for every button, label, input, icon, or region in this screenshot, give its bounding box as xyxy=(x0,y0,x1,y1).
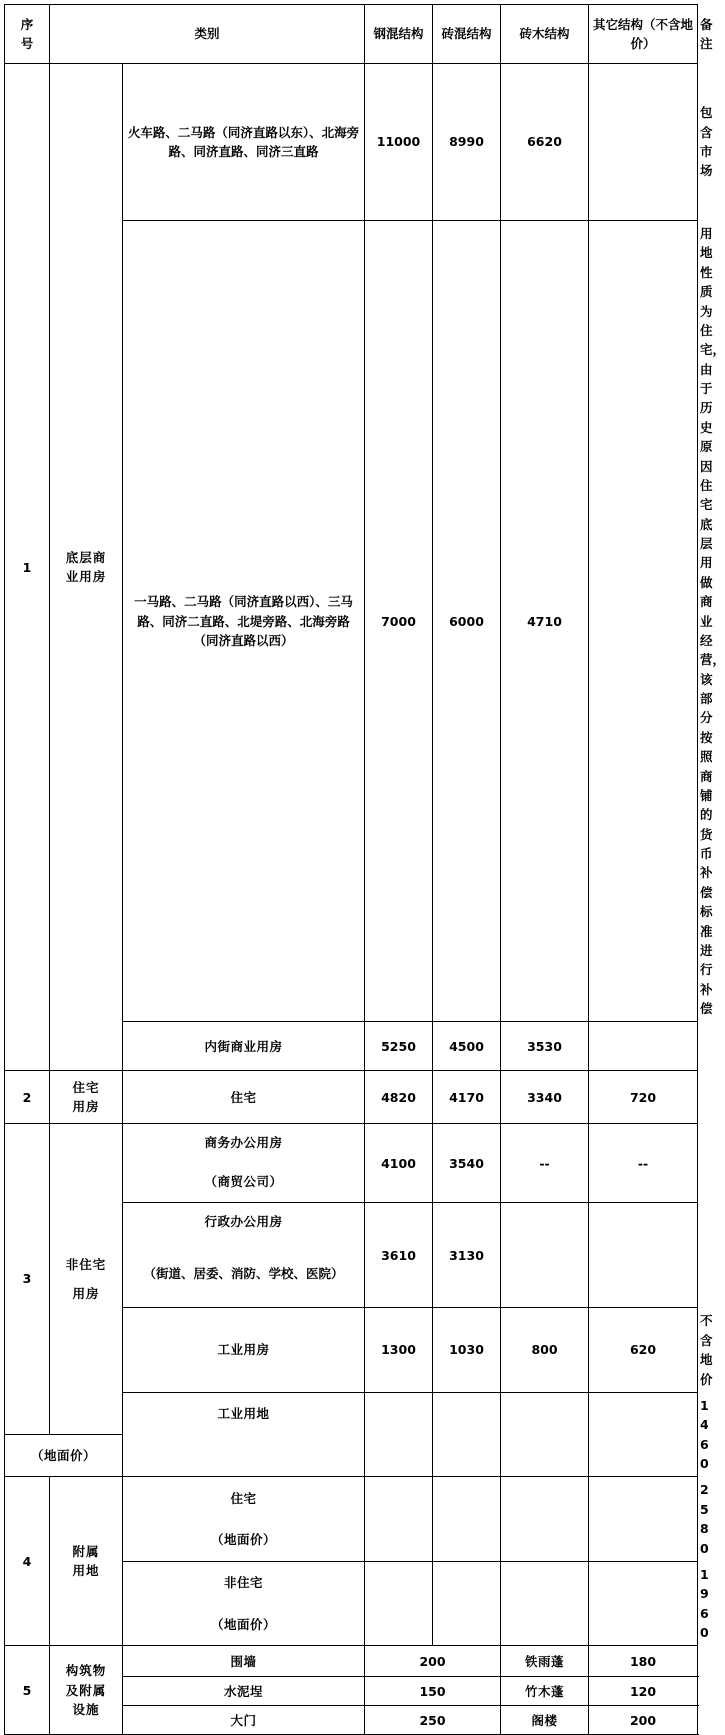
item-name-sub: （地面价） xyxy=(5,1434,123,1477)
item-name-a: 围墙 xyxy=(123,1646,365,1677)
header-other-structure: 其它结构（不含地价） xyxy=(589,5,698,64)
value-brick-wood: 3530 xyxy=(501,1022,589,1071)
category-5-line2: 及附属 xyxy=(65,1682,107,1698)
value-b: 200 xyxy=(589,1706,698,1735)
value-steel-concrete: 3610 xyxy=(365,1203,433,1308)
item-name-b: 竹木蓬 xyxy=(501,1677,589,1706)
value-brick-wood: 6620 xyxy=(501,64,589,221)
value-b: 180 xyxy=(589,1646,698,1677)
row-no-2: 2 xyxy=(5,1071,50,1124)
value-other: 620 xyxy=(589,1308,698,1393)
value-brick-wood xyxy=(501,1203,589,1308)
header-category: 类别 xyxy=(50,5,365,64)
value-a: 150 xyxy=(365,1677,501,1706)
header-brick-concrete: 砖混结构 xyxy=(433,5,501,64)
value-b: 120 xyxy=(589,1677,698,1706)
value-brick-wood xyxy=(501,1392,589,1477)
value-brick-concrete xyxy=(433,1392,501,1477)
item-name-b: 铁雨蓬 xyxy=(501,1646,589,1677)
value-steel-concrete: 7000 xyxy=(365,221,433,1022)
table-row: 一马路、二马路（同济直路以西）、三马路、同济二直路、北堤旁路、北海旁路（同济直路以西） 7000 6000 4710 用地性质为住宅，由于历史原因住宅底层用做商业经营，该部分按照商铺的货币补偿标准进行补偿 xyxy=(5,221,698,1022)
table-header-row: 序 号 类别 钢混结构 砖混结构 砖木结构 其它结构（不含地价） 备注 xyxy=(5,5,698,64)
table-row: 1 底层商 业用房 火车路、二马路（同济直路以东）、北海旁路、同济直路、同济三直路 11000 8990 6620 包含 市场 xyxy=(5,64,698,221)
value-other xyxy=(589,64,698,221)
item-name-b: 阁楼 xyxy=(501,1706,589,1735)
value-other xyxy=(589,221,698,1022)
category-3-line2: 用房 xyxy=(72,1286,100,1302)
header-steel-concrete: 钢混结构 xyxy=(365,5,433,64)
row-no-1: 1 xyxy=(5,64,50,1071)
value-steel-concrete: 1300 xyxy=(365,1308,433,1393)
value-brick-wood: -- xyxy=(501,1124,589,1203)
value-brick-wood: 3340 xyxy=(501,1071,589,1124)
table-row: 4 附属 用地 住宅 2580 xyxy=(5,1477,698,1519)
table-row: 工业用房 1300 1030 800 620 不含 地价 xyxy=(5,1308,698,1393)
item-name: 商务办公用房 xyxy=(123,1124,365,1161)
value-steel-concrete xyxy=(365,1477,433,1562)
table-row xyxy=(5,1071,698,1124)
value-other xyxy=(589,1561,698,1646)
item-name: 工业用地 xyxy=(123,1392,365,1434)
category-1-line1: 底层商 xyxy=(65,549,107,565)
value-other xyxy=(589,1392,698,1477)
item-name-sub: （地面价） xyxy=(123,1519,365,1561)
category-4-line2: 用地 xyxy=(72,1563,100,1579)
value-brick-concrete xyxy=(433,1561,501,1646)
header-index-line2: 号 xyxy=(20,36,34,51)
category-5 xyxy=(50,1646,123,1735)
category-5-line3: 设施 xyxy=(72,1702,100,1718)
header-index xyxy=(5,5,50,64)
category-2 xyxy=(50,1071,123,1124)
header-brick-wood: 砖木结构 xyxy=(501,5,589,64)
item-name: 非住宅 xyxy=(123,1561,365,1603)
value-brick-wood: 800 xyxy=(501,1308,589,1393)
value-brick-wood xyxy=(501,1561,589,1646)
category-3-line1: 非住宅 xyxy=(65,1256,107,1272)
item-name: 一马路、二马路（同济直路以西）、三马路、同济二直路、北堤旁路、北海旁路（同济直路以西） xyxy=(123,221,365,1022)
row-no-5: 5 xyxy=(5,1646,50,1735)
value-brick-concrete: 3130 xyxy=(433,1203,501,1308)
row-no-3: 3 xyxy=(5,1124,50,1434)
item-name: 行政办公用房 xyxy=(123,1203,365,1240)
category-4-line1: 附属 xyxy=(72,1544,100,1559)
value-steel-concrete: 11000 xyxy=(365,64,433,221)
item-name: 火车路、二马路（同济直路以东）、北海旁路、同济直路、同济三直路 xyxy=(123,64,365,221)
value-other: -- xyxy=(589,1124,698,1203)
value-brick-wood xyxy=(501,1477,589,1562)
item-name-a: 大门 xyxy=(123,1706,365,1735)
spacer xyxy=(52,1274,120,1284)
value-steel-concrete xyxy=(365,1561,433,1646)
value-steel-concrete: 5250 xyxy=(365,1022,433,1071)
value-steel-concrete: 4820 xyxy=(365,1071,433,1124)
item-name-sub: （街道、居委、消防、学校、医院） xyxy=(123,1239,365,1308)
value-brick-concrete: 4500 xyxy=(433,1022,501,1071)
table-row: 非住宅 1960 xyxy=(5,1561,698,1603)
table-row xyxy=(5,1646,698,1677)
value-brick-concrete: 8990 xyxy=(433,64,501,221)
value-brick-concrete: 1030 xyxy=(433,1308,501,1393)
category-2-line2: 用房 xyxy=(72,1099,100,1115)
value-other: 720 xyxy=(589,1071,698,1124)
value-steel-concrete: 4100 xyxy=(365,1124,433,1203)
category-5-line1: 构筑物 xyxy=(65,1663,107,1679)
category-3 xyxy=(50,1124,123,1434)
category-2-line1: 住宅 xyxy=(72,1080,100,1095)
value-brick-concrete: 4170 xyxy=(433,1071,501,1124)
value-other xyxy=(589,1203,698,1308)
row-no-4: 4 xyxy=(5,1477,50,1646)
value-brick-concrete: 3540 xyxy=(433,1124,501,1203)
item-name-sub: （商贸公司） xyxy=(123,1160,365,1203)
item-name: 工业用房 xyxy=(123,1308,365,1393)
item-name-a: 水泥埕 xyxy=(123,1677,365,1706)
value-brick-concrete: 6000 xyxy=(433,221,501,1022)
compensation-table xyxy=(4,4,725,1735)
value-a: 200 xyxy=(365,1646,501,1677)
item-name: 内街商业用房 xyxy=(123,1022,365,1071)
value-brick-concrete xyxy=(433,1477,501,1562)
category-4 xyxy=(50,1477,123,1646)
value-brick-wood: 4710 xyxy=(501,221,589,1022)
item-name-sub: （地面价） xyxy=(123,1604,365,1646)
category-1 xyxy=(50,64,123,1071)
item-name: 住宅 xyxy=(123,1477,365,1519)
value-steel-concrete xyxy=(365,1392,433,1477)
value-other xyxy=(589,1477,698,1562)
category-1-line2: 业用房 xyxy=(65,569,107,585)
table-row: 工业用地 1460 xyxy=(5,1392,698,1434)
value-other xyxy=(589,1022,698,1071)
value-a: 250 xyxy=(365,1706,501,1735)
table-row xyxy=(5,1124,698,1161)
header-index-line1: 序 xyxy=(20,16,34,32)
item-name: 住宅 xyxy=(123,1071,365,1124)
